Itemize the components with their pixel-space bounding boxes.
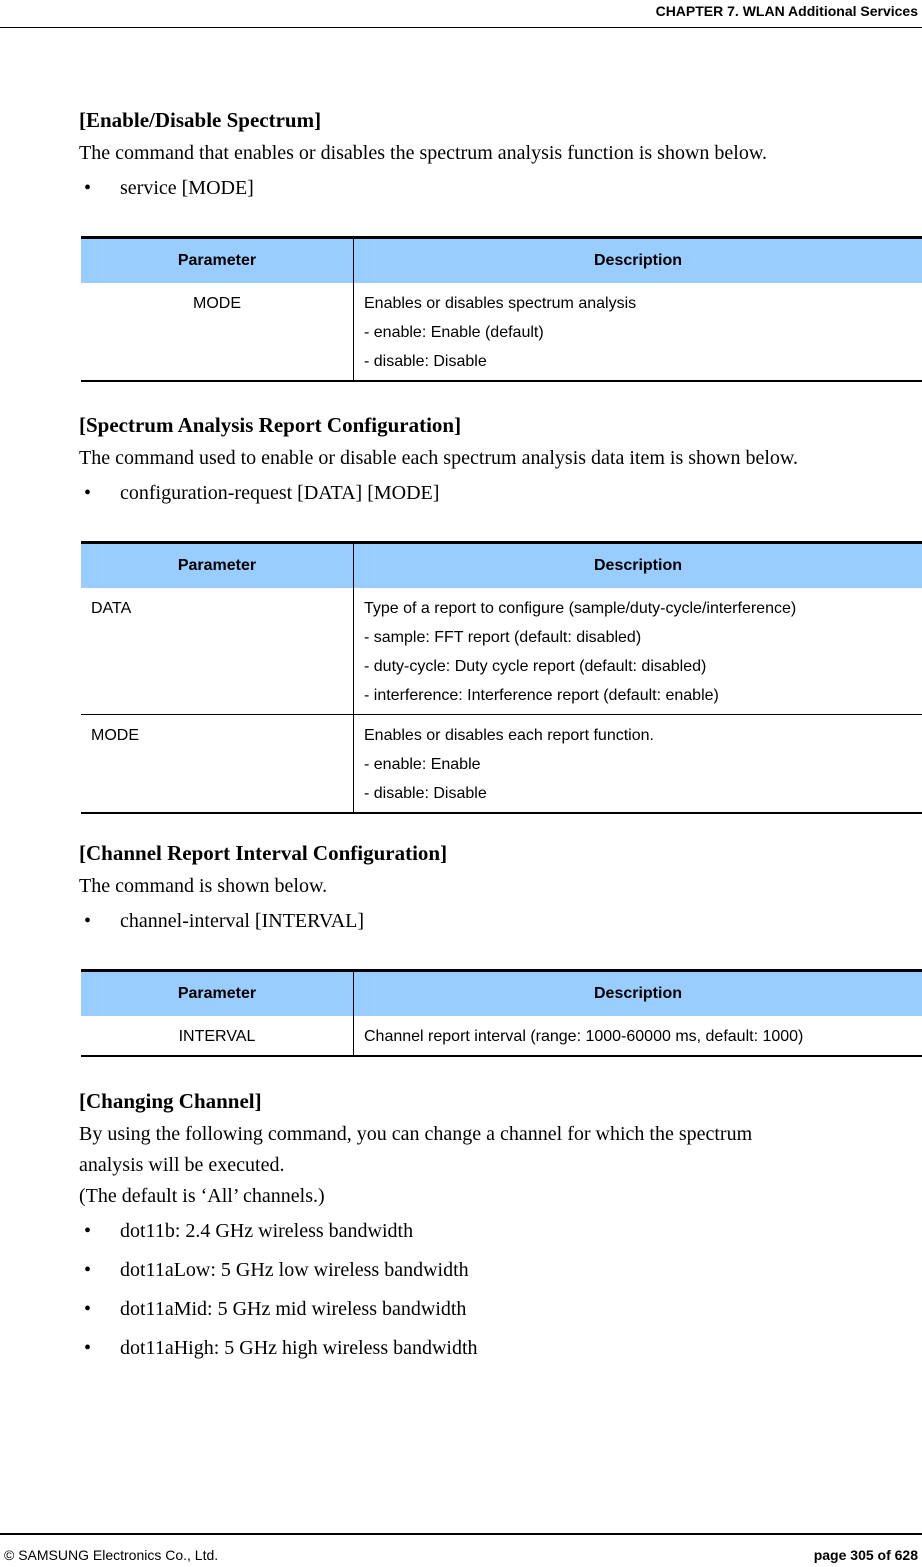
bullet-icon: • <box>84 1212 91 1251</box>
bullet-item: • service [MODE] <box>79 169 922 208</box>
section-enable-disable-spectrum <box>79 108 922 208</box>
section-text: The command is shown below. <box>79 871 922 902</box>
table-row <box>81 715 922 814</box>
desc-cell: Enables or disables spectrum analysis - enable: Enable (default) - disable: Disable <box>354 283 922 381</box>
param-cell: MODE <box>81 283 354 381</box>
section-text: The command that enables or disables the spectrum analysis function is shown below. <box>79 138 922 169</box>
section-channel-report-interval <box>79 841 922 941</box>
bullet-item: • configuration-request [DATA] [MODE] <box>79 474 922 513</box>
section-spectrum-report-config <box>79 413 922 513</box>
table-row <box>81 1016 922 1056</box>
desc-cell: Enables or disables each report function. - enable: Enable - disable: Disable <box>354 715 922 814</box>
bullet-item: • dot11aHigh: 5 GHz high wireless bandwidth <box>79 1329 922 1368</box>
bullet-item: • dot11aMid: 5 GHz mid wireless bandwidth <box>79 1290 922 1329</box>
param-cell: INTERVAL <box>81 1016 354 1056</box>
section-title: [Spectrum Analysis Report Configuration] <box>79 413 922 443</box>
page-footer <box>0 1533 922 1567</box>
bullet-icon: • <box>84 169 91 208</box>
bullet-icon: • <box>84 1290 91 1329</box>
section-title: [Changing Channel] <box>79 1089 922 1119</box>
section-text: The command used to enable or disable each spectrum analysis data item is shown below. <box>79 443 922 474</box>
parameter-table <box>81 541 922 814</box>
section-text-line: (The default is ‘All’ channels.) <box>79 1181 922 1212</box>
column-header: Parameter <box>81 971 354 1017</box>
section-text-line: analysis will be executed. <box>79 1150 922 1181</box>
table-row <box>81 588 922 715</box>
column-header: Parameter <box>81 238 354 284</box>
table-row <box>81 283 922 381</box>
bullet-item: • dot11b: 2.4 GHz wireless bandwidth <box>79 1212 922 1251</box>
column-header: Parameter <box>81 543 354 589</box>
bullet-icon: • <box>84 1251 91 1290</box>
page-number: page 305 of 628 <box>814 1547 918 1563</box>
column-header: Description <box>354 543 922 589</box>
parameter-table <box>81 969 922 1057</box>
section-title: [Channel Report Interval Configuration] <box>79 841 922 871</box>
param-cell: DATA <box>81 588 354 715</box>
desc-cell: Type of a report to configure (sample/duty-cycle/interference) - sample: FFT report (default: disabled) - duty-cycle: Duty cycle report (default: disabled) - interference: Interference report (default: enable) <box>354 588 922 715</box>
bullet-icon: • <box>84 902 91 941</box>
bullet-item: • dot11aLow: 5 GHz low wireless bandwidth <box>79 1251 922 1290</box>
param-cell: MODE <box>81 715 354 814</box>
bullet-item: • channel-interval [INTERVAL] <box>79 902 922 941</box>
parameter-table <box>81 236 922 382</box>
section-title: [Enable/Disable Spectrum] <box>79 108 922 138</box>
desc-cell: Channel report interval (range: 1000-60000 ms, default: 1000) <box>354 1016 922 1056</box>
column-header: Description <box>354 238 922 284</box>
page-header <box>0 0 922 28</box>
column-header: Description <box>354 971 922 1017</box>
section-changing-channel <box>79 1089 922 1368</box>
chapter-title: CHAPTER 7. WLAN Additional Services <box>656 3 918 19</box>
section-text-line: By using the following command, you can change a channel for which the spectrum <box>79 1119 922 1150</box>
bullet-icon: • <box>84 1329 91 1368</box>
copyright: © SAMSUNG Electronics Co., Ltd. <box>4 1547 218 1563</box>
bullet-icon: • <box>84 474 91 513</box>
